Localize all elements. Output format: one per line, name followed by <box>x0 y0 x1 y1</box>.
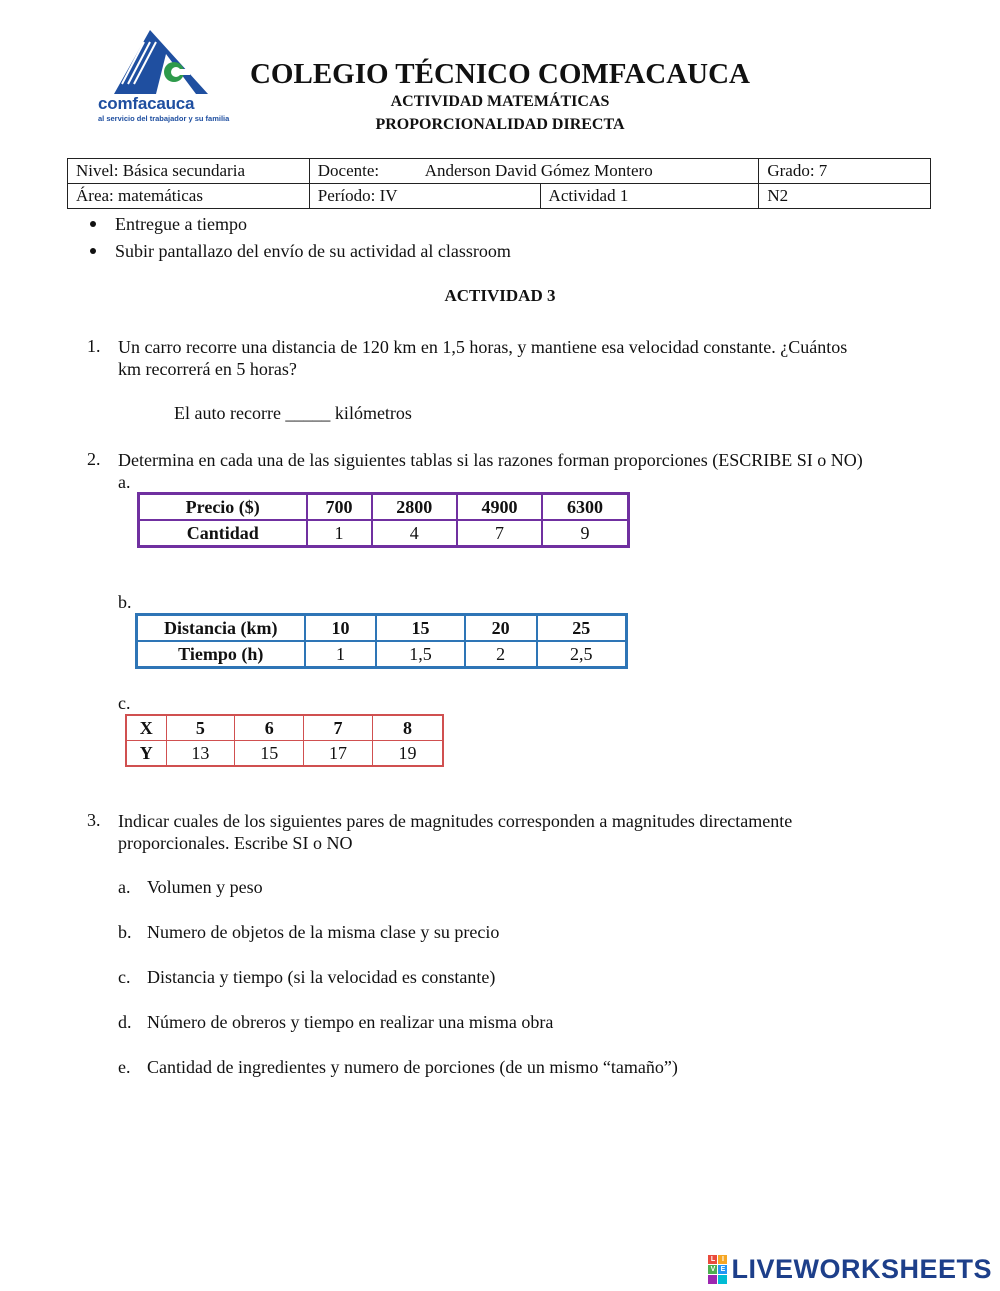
table-cell: 2 <box>465 641 537 668</box>
table-cell: Tiempo (h) <box>137 641 305 668</box>
q3-number: 3. <box>87 810 101 830</box>
q3-item-letter: d. <box>118 1012 132 1032</box>
table-cell: Precio ($) <box>139 494 307 521</box>
actividad-cell: Actividad 1 <box>540 184 759 209</box>
liveworksheets-brand: LIVEWORKSHEETS <box>731 1254 992 1284</box>
docente-name: Anderson David Gómez Montero <box>424 161 653 180</box>
table-cell: 13 <box>166 741 235 767</box>
activity-title: ACTIVIDAD 3 <box>444 286 556 305</box>
table-cell: 4 <box>372 520 457 547</box>
q3-item-text: Cantidad de ingredientes y numero de porciones (de un mismo “tamaño”) <box>147 1057 678 1077</box>
table-cell: 17 <box>304 741 373 767</box>
logo-block: L <box>708 1255 717 1264</box>
q2-text: Determina en cada una de las siguientes tablas si las razones forman proporciones (ESCRIBE SI o NO) <box>118 450 863 470</box>
logo-name: comfacauca <box>98 94 195 113</box>
table-b <box>135 613 628 669</box>
q3-item-text: Distancia y tiempo (si la velocidad es constante) <box>147 967 496 987</box>
logo-block: I <box>718 1255 727 1264</box>
table-cell: 25 <box>537 615 627 642</box>
table-cell: Y <box>126 741 166 767</box>
liveworksheets-watermark <box>708 1254 992 1285</box>
logo-block <box>718 1275 727 1284</box>
table-cell: Cantidad <box>139 520 307 547</box>
q3-item-letter: b. <box>118 922 132 942</box>
subtitle-activity: ACTIVIDAD MATEMÁTICAS <box>390 93 610 110</box>
liveworksheets-logo-icon <box>708 1255 727 1284</box>
q3-item-text: Volumen y peso <box>147 877 263 897</box>
table-cell: 6 <box>235 715 304 741</box>
q1-answer-blank[interactable]: El auto recorre _____ kilómetros <box>174 403 412 423</box>
bullet-icon <box>90 221 96 227</box>
docente-cell <box>309 159 759 184</box>
table-cell: 9 <box>542 520 628 547</box>
table-cell: 8 <box>372 715 443 741</box>
table-cell: 1,5 <box>376 641 464 668</box>
grado-cell: Grado: 7 <box>759 159 931 184</box>
bullet-text: Entregue a tiempo <box>115 214 247 234</box>
subtitle-topic: PROPORCIONALIDAD DIRECTA <box>375 116 625 133</box>
q1-line2: km recorrerá en 5 horas? <box>118 359 297 379</box>
table-cell: 4900 <box>457 494 542 521</box>
q1-line1: Un carro recorre una distancia de 120 km en 1,5 horas, y mantiene esa velocidad constante. ¿Cuántos <box>118 337 848 357</box>
table-cell: 7 <box>304 715 373 741</box>
n2-cell: N2 <box>759 184 931 209</box>
table-cell: 5 <box>166 715 235 741</box>
table-a-letter: a. <box>118 472 131 492</box>
periodo-cell: Período: IV <box>309 184 540 209</box>
table-c-letter: c. <box>118 693 131 713</box>
table-cell: 2,5 <box>537 641 627 668</box>
q3-line1: Indicar cuales de los siguientes pares de magnitudes corresponden a magnitudes directamente <box>118 811 793 831</box>
table-cell: 10 <box>305 615 377 642</box>
table-cell: 6300 <box>542 494 628 521</box>
bullet-item <box>90 214 247 235</box>
logo-block <box>708 1275 717 1284</box>
bullet-text: Subir pantallazo del envío de su actividad al classroom <box>115 241 511 261</box>
table-b-letter: b. <box>118 592 132 612</box>
table-a <box>137 492 630 548</box>
bullet-icon <box>90 248 96 254</box>
q1-text <box>118 336 847 380</box>
logo-block: V <box>708 1265 717 1274</box>
info-table <box>67 158 931 209</box>
table-cell: 2800 <box>372 494 457 521</box>
area-cell: Área: matemáticas <box>68 184 310 209</box>
q3-item-letter: e. <box>118 1057 131 1077</box>
table-cell: Distancia (km) <box>137 615 305 642</box>
q3-item-text: Número de obreros y tiempo en realizar una misma obra <box>147 1012 554 1032</box>
logo-tagline: al servicio del trabajador y su familia <box>98 114 230 123</box>
table-cell: 7 <box>457 520 542 547</box>
nivel-cell: Nivel: Básica secundaria <box>68 159 310 184</box>
docente-label: Docente: <box>317 161 380 180</box>
q3-line2: proporcionales. Escribe SI o NO <box>118 833 353 853</box>
table-cell: 1 <box>305 641 377 668</box>
q3-item-letter: c. <box>118 967 131 987</box>
q3-text <box>118 810 792 854</box>
table-cell: 700 <box>307 494 372 521</box>
q2-number: 2. <box>87 449 101 469</box>
logo-block: E <box>718 1265 727 1274</box>
school-title: COLEGIO TÉCNICO COMFACAUCA <box>249 58 750 90</box>
q3-item-letter: a. <box>118 877 131 897</box>
bullet-item <box>90 241 511 262</box>
table-cell: 1 <box>307 520 372 547</box>
table-cell: 19 <box>372 741 443 767</box>
table-cell: 20 <box>465 615 537 642</box>
q1-number: 1. <box>87 336 101 356</box>
q3-item-text: Numero de objetos de la misma clase y su precio <box>147 922 500 942</box>
table-cell: 15 <box>235 741 304 767</box>
table-cell: 15 <box>376 615 464 642</box>
table-c <box>125 714 444 767</box>
table-cell: X <box>126 715 166 741</box>
